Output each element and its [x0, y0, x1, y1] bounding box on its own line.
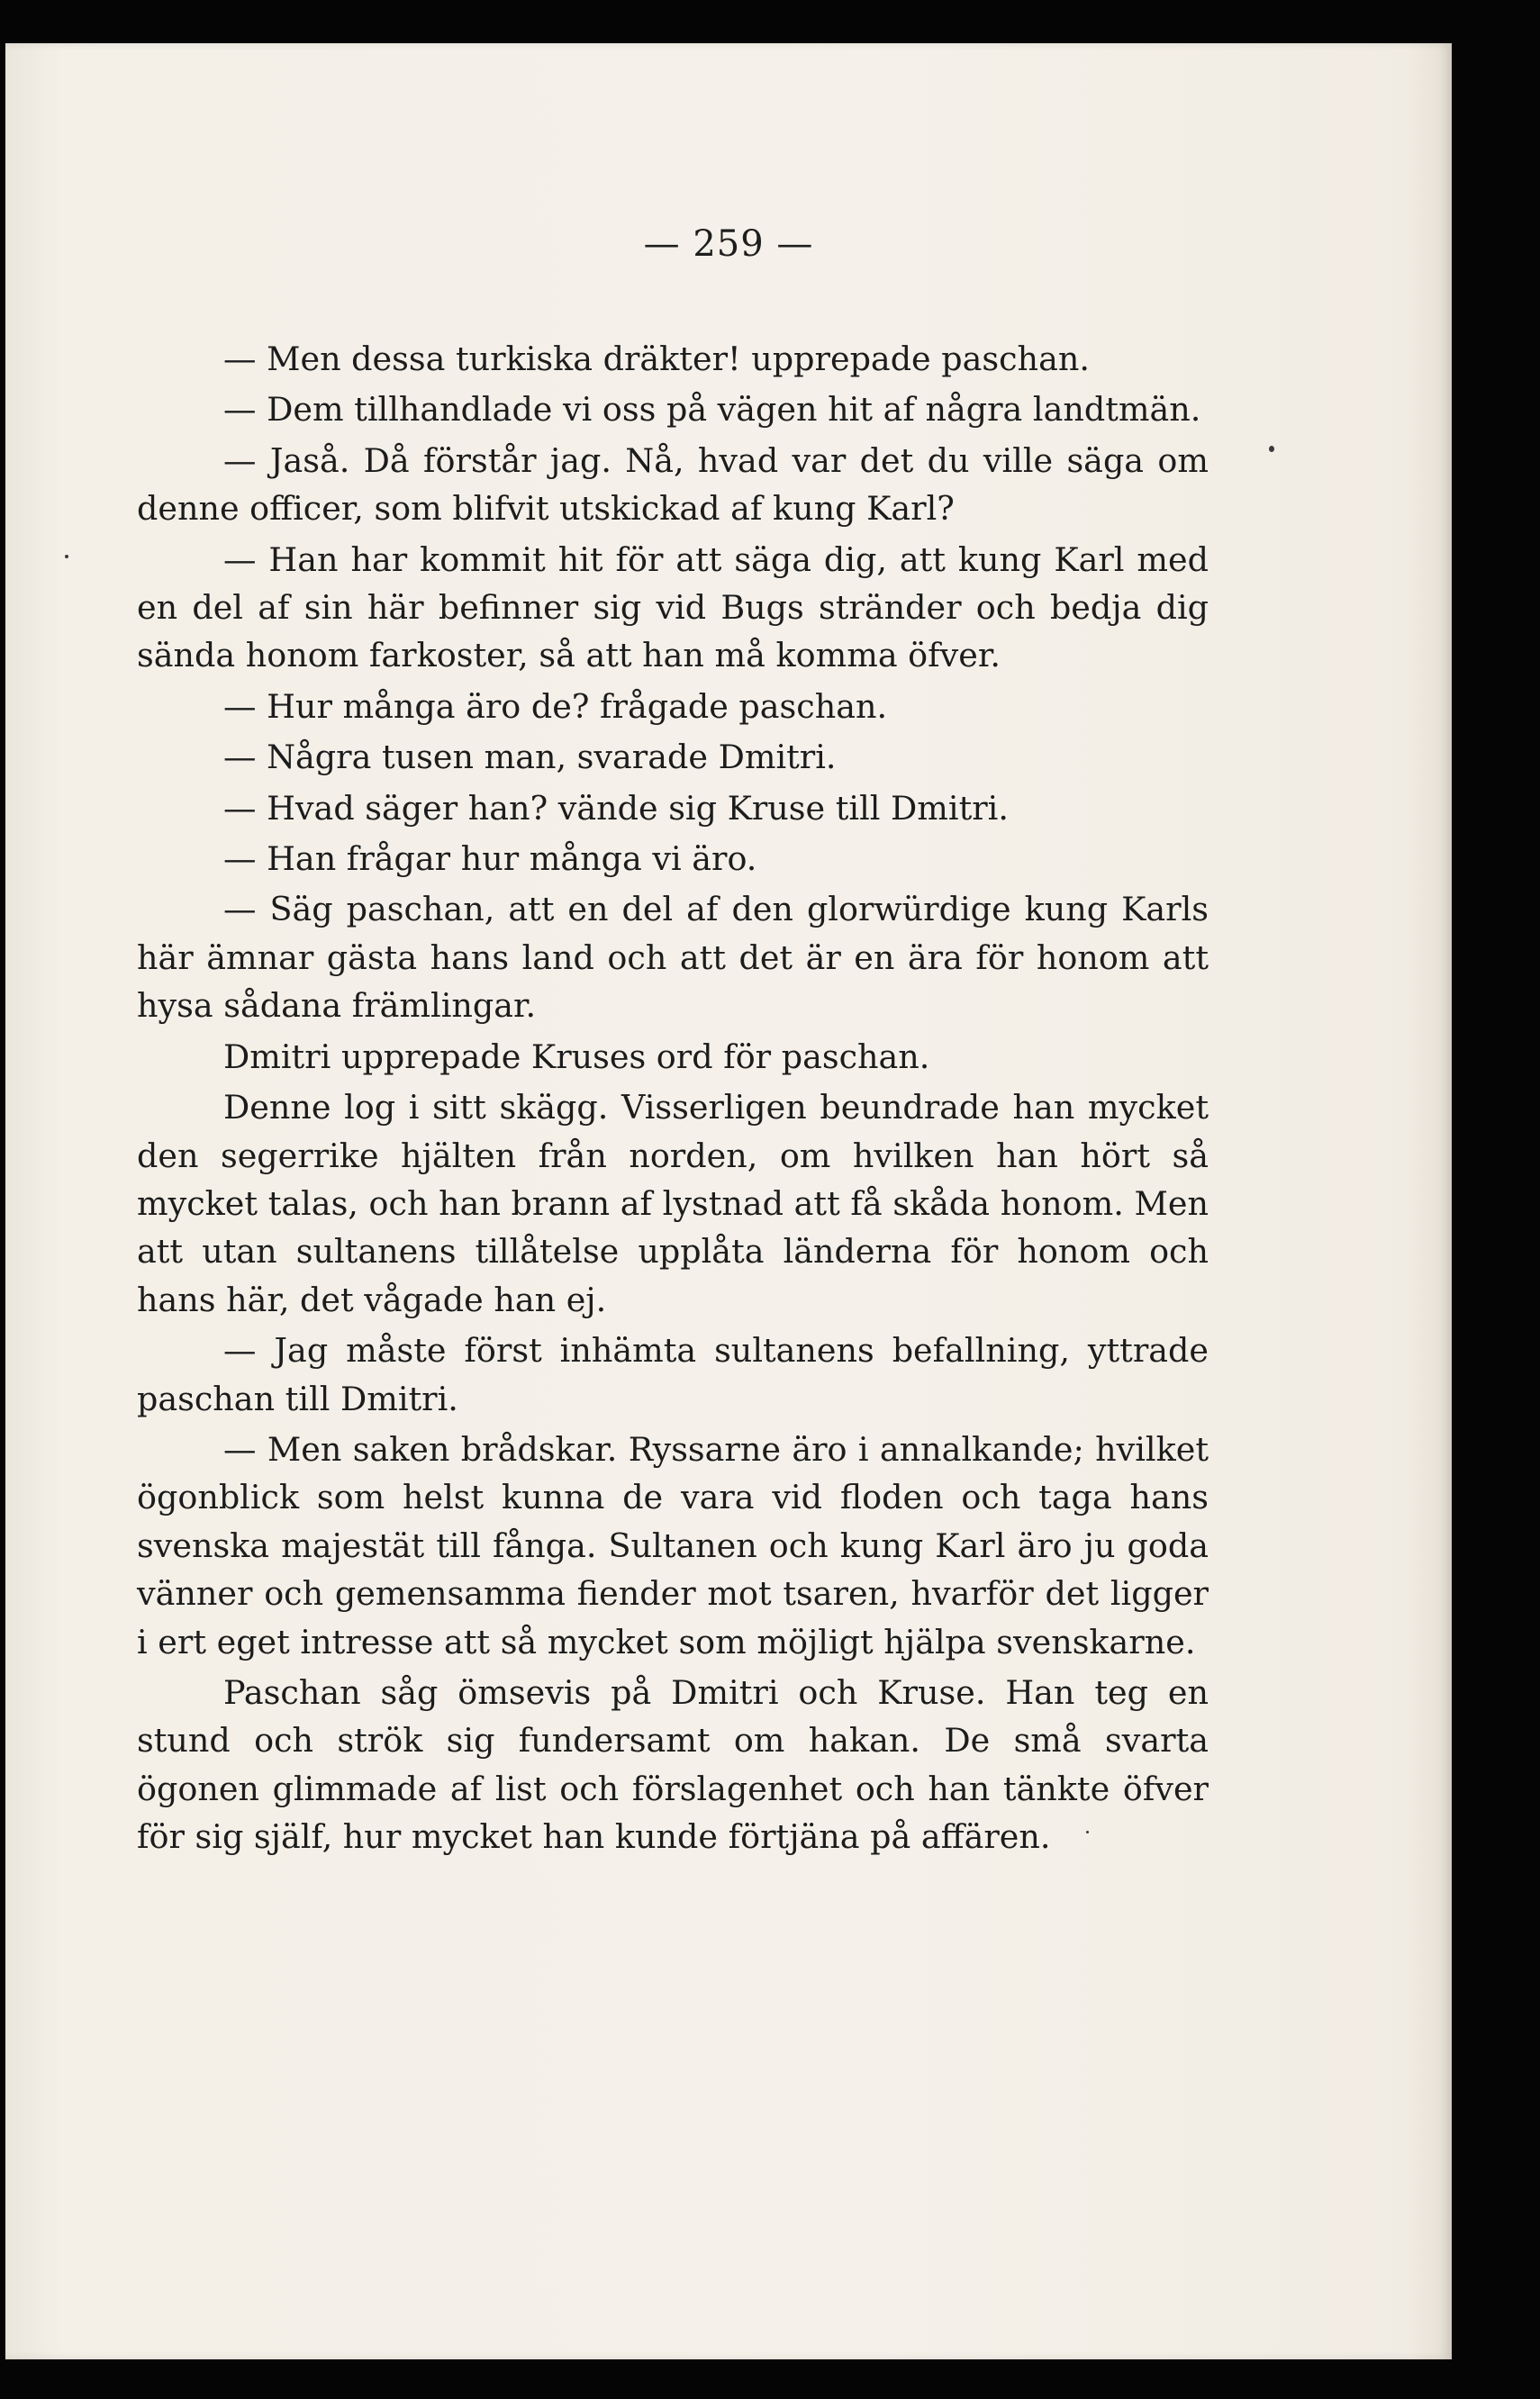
speck	[65, 555, 68, 558]
body-text	[137, 335, 1209, 1864]
paragraph: — Han har kommit hit för att säga dig, att kung Karl med en del af sin här befinner sig vid Bugs stränder och bedja dig sända honom farkoster, så att han må komma öfver.	[137, 539, 1209, 675]
paragraph: — Hvad säger han? vände sig Kruse till Dmitri.	[223, 788, 1009, 828]
page-number: — 259 —	[643, 223, 814, 265]
paragraph: — Hur många äro de? frågade paschan.	[223, 686, 888, 726]
paragraph: — Han frågar hur många vi äro.	[223, 839, 757, 879]
paragraph: — Säg paschan, att en del af den glorwürdige kung Karls här ämnar gästa hans land och att det är en ära för honom att hysa sådana främlingar.	[137, 890, 1209, 1026]
paragraph: Dmitri upprepade Kruses ord för paschan.	[223, 1037, 930, 1076]
book-page	[5, 43, 1452, 2359]
speck	[1269, 446, 1274, 452]
paragraph: — Jag måste först inhämta sultanens befallning, yttrade paschan till Dmitri.	[137, 1331, 1209, 1418]
paragraph: Paschan såg ömsevis på Dmitri och Kruse. Han teg en stund och strök sig fundersamt om hakan. De små svarta ögonen glimmade af list och förslagenhet och han tänkte öfver för sig själf, hur mycket han kunde förtjäna på affären.	[137, 1672, 1209, 1857]
paragraph: — Men saken brådskar. Ryssarne äro i annalkande; hvilket ögonblick som helst kunna de vara vid floden och taga hans svenska majestät till fånga. Sultanen och kung Karl äro ju goda vänner och gemensamma fiender mot tsaren, hvarför det ligger i ert eget intresse att så mycket som möjligt hjälpa svenskarne.	[137, 1429, 1209, 1661]
paragraph: — Dem tillhandlade vi oss på vägen hit af några landtmän.	[223, 390, 1201, 430]
paragraph: — Jaså. Då förstår jag. Nå, hvad var det du ville säga om denne officer, som blifvit utskickad af kung Karl?	[137, 440, 1209, 529]
paragraph: — Men dessa turkiska dräkter! upprepade paschan.	[223, 339, 1090, 378]
paragraph: Denne log i sitt skägg. Visserligen beundrade han mycket den segerrike hjälten från norden, om hvilken han hört så mycket talas, och han brann af lystnad att få skåda honom. Men att utan sultanens tillåtelse upplåta länderna för honom och hans här, det vågade han ej.	[137, 1088, 1209, 1319]
paragraph: — Några tusen man, svarade Dmitri.	[223, 738, 837, 777]
